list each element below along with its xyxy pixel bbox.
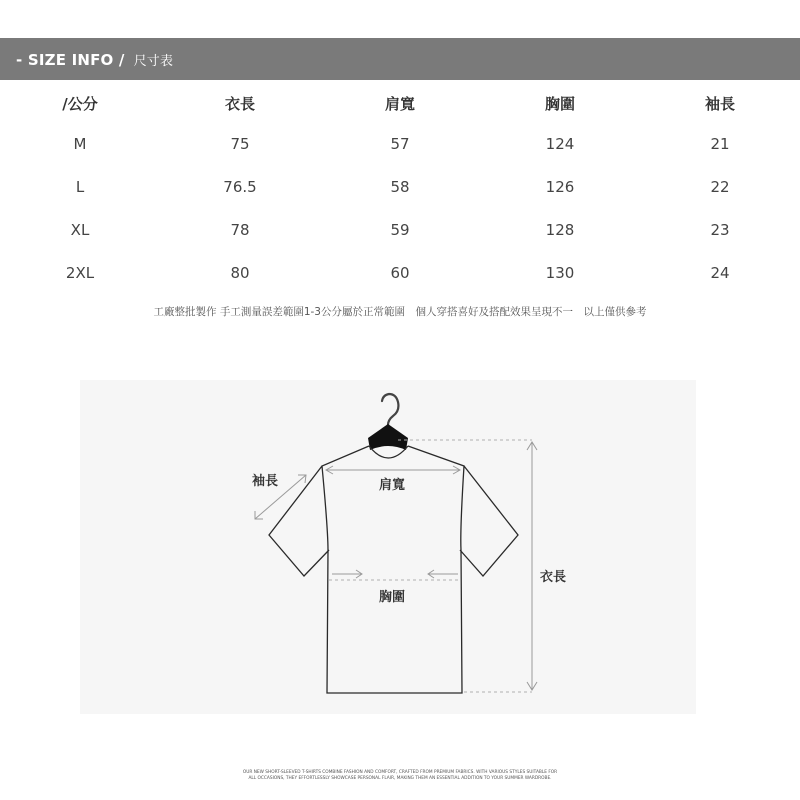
footer-line: OUR NEW SHORT-SLEEVED T-SHIRTS COMBINE FASHION AND COMFORT, CRAFTED FROM PREMIUM FABRICS. WITH VARIOUS STYLES SUITABLE FOR bbox=[242, 770, 558, 775]
table-cell: 126 bbox=[545, 177, 575, 196]
sleeve-length-label: 袖長 bbox=[252, 474, 279, 489]
footer-description bbox=[200, 770, 600, 782]
footer-line: ALL OCCASIONS, THEY EFFORTLESSLY SHOWCASE PERSONAL FLAIR, MAKING THEM AN ESSENTIAL ADDITION TO YOUR SUMMER WARDROBE. bbox=[248, 776, 552, 781]
table-cell: 80 bbox=[230, 263, 250, 282]
chest-label: 胸圍 bbox=[379, 590, 406, 605]
table-cell: 21 bbox=[710, 134, 730, 153]
table-row bbox=[0, 122, 800, 165]
tshirt-drawing bbox=[80, 380, 696, 714]
table-cell: 59 bbox=[390, 220, 410, 239]
column-header-shoulder: 肩寬 bbox=[384, 94, 415, 113]
table-cell: 23 bbox=[710, 220, 730, 239]
table-cell: 22 bbox=[710, 177, 730, 196]
table-cell: 75 bbox=[230, 134, 250, 153]
measurement-note: 工廠整批製作 手工測量誤差範圍1-3公分屬於正常範圍 個人穿搭喜好及搭配效果呈現不一 以上僅供參考 bbox=[153, 306, 647, 318]
column-header-unit: /公分 bbox=[62, 94, 98, 113]
table-cell: L bbox=[75, 177, 85, 196]
table-cell: 60 bbox=[390, 263, 410, 282]
shoulder-width-label: 肩寬 bbox=[379, 478, 406, 493]
header-title-sub: 尺寸表 bbox=[133, 53, 174, 69]
table-row bbox=[0, 165, 800, 208]
table-cell: 57 bbox=[390, 134, 410, 153]
table-cell: M bbox=[73, 134, 87, 153]
table-cell: 58 bbox=[390, 177, 410, 196]
table-cell: 124 bbox=[545, 134, 575, 153]
table-cell: 128 bbox=[545, 220, 575, 239]
column-header-length: 衣長 bbox=[224, 94, 255, 113]
header-title-main: - SIZE INFO / bbox=[16, 50, 125, 69]
header-title bbox=[0, 50, 173, 69]
body-length-label: 衣長 bbox=[540, 570, 567, 585]
header-bar bbox=[0, 38, 800, 80]
table-cell: XL bbox=[70, 220, 90, 239]
column-header-sleeve: 袖長 bbox=[704, 94, 735, 113]
table-cell: 24 bbox=[710, 263, 730, 282]
table-cell: 76.5 bbox=[223, 177, 257, 196]
tshirt-diagram bbox=[80, 380, 696, 714]
size-table bbox=[0, 84, 800, 294]
table-cell: 78 bbox=[230, 220, 250, 239]
table-row bbox=[0, 208, 800, 251]
table-header-row bbox=[0, 84, 800, 122]
column-header-chest: 胸圍 bbox=[544, 94, 575, 113]
guide-lines bbox=[329, 440, 532, 692]
table-cell: 2XL bbox=[65, 263, 95, 282]
table-row bbox=[0, 251, 800, 294]
hanger-icon bbox=[368, 394, 408, 450]
table-cell: 130 bbox=[545, 263, 575, 282]
